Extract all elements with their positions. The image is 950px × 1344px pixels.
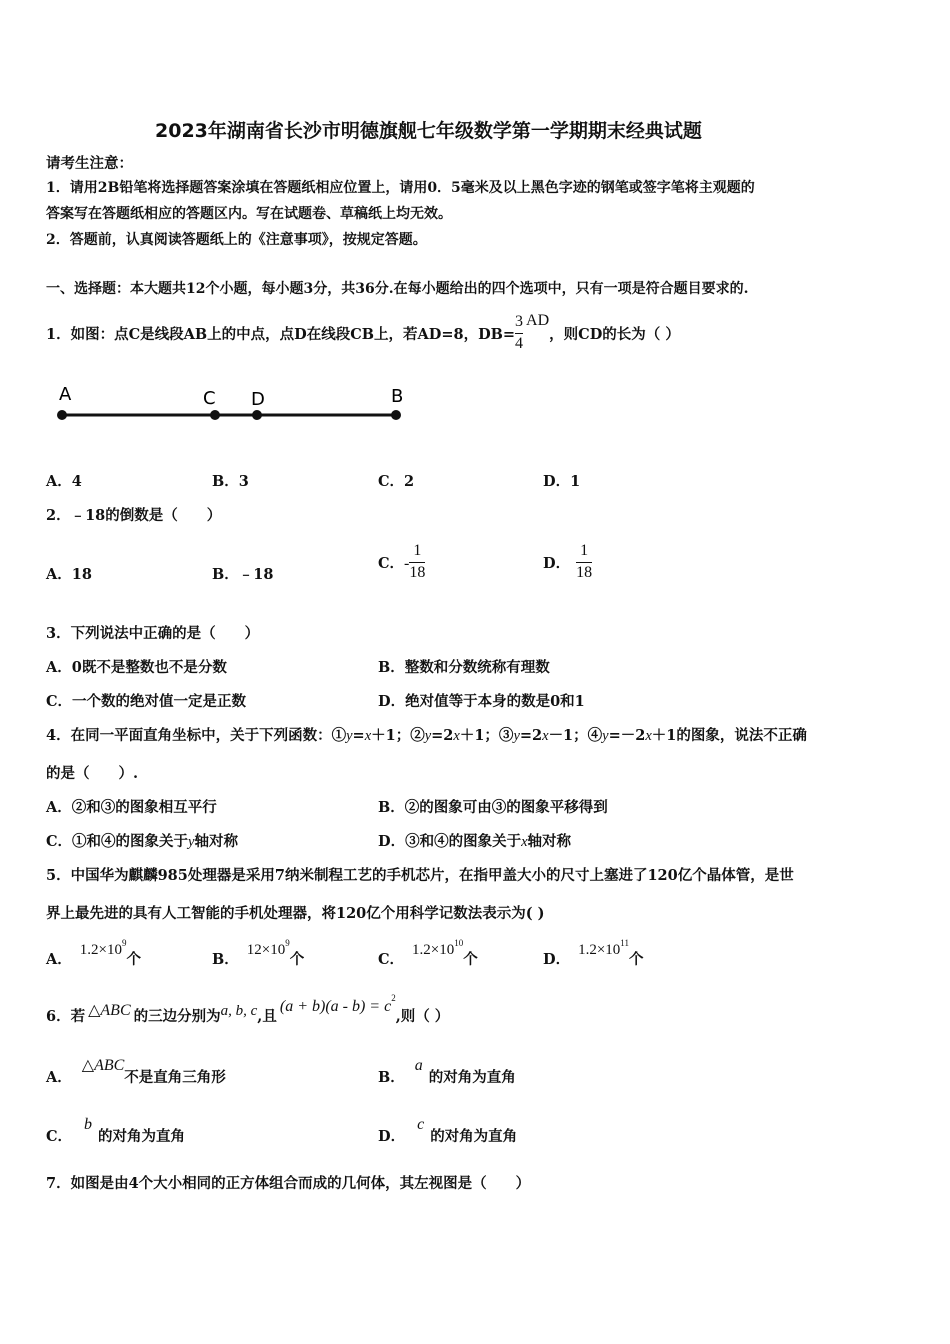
q5-option-d: D．$1.2\times 10^{11}$个 [543, 938, 644, 968]
label-b: B [391, 386, 404, 407]
page-title: 2023年湖南省长沙市明德旗舰七年级数学第一学期期末经典试题 [155, 120, 702, 142]
fraction-one-eighteenth: $\frac{1}{18}$ [409, 541, 426, 581]
q3-option-c: C．一个数的绝对值一定是正数 [46, 693, 247, 710]
q3-option-a: A．0既不是整数也不是分数 [46, 659, 227, 676]
q4-option-c: C．①和④的图象关于y轴对称 [46, 833, 238, 850]
q6-option-b: B．a的对角为直角 [378, 1057, 516, 1086]
question-6-stem: 6．若 △ABC 的三边分别为a, b, c,且$(a + b)(a - b) = c^2$,则（ ） [46, 993, 450, 1025]
q4-option-a: A．②和③的图象相互平行 [46, 799, 217, 816]
point-a [57, 410, 67, 420]
notice-line-2: 2．答题前，认真阅读答题纸上的《注意事项》，按规定答题。 [46, 232, 427, 248]
label-d: D [251, 389, 265, 410]
q4-option-b: B．②的图象可由③的图象平移得到 [378, 799, 608, 816]
q1-option-b: B．3 [212, 473, 249, 490]
question-5-stem-cont: 界上最先进的具有人工智能的手机处理器，将120亿个用科学记数法表示为( ) [46, 905, 545, 922]
line-segment-figure [46, 378, 426, 428]
question-7-stem: 7．如图是由4个大小相同的正方体组合而成的几何体，其左视图是（ ） [46, 1175, 531, 1192]
q5-option-a: A．$1.2\times 10^9$个 [46, 938, 141, 968]
question-2-stem: 2．﹣18的倒数是（ ） [46, 507, 222, 524]
q6-option-c: C．b的对角为直角 [46, 1116, 186, 1145]
section-heading: 一、选择题：本大题共12个小题，每小题3分，共36分.在每小题给出的四个选项中，只有一项是符合题目要求的. [46, 281, 749, 297]
question-1-stem: 1．如图：点C是线段AB上的中点，点D在线段CB上，若AD=8，DB= $\frac{3}{4}$ AD ，则CD的长为（ ） [46, 312, 680, 352]
q2-option-a: A．18 [46, 566, 92, 583]
notice-line-1a: 1．请用2B铅笔将选择题答案涂填在答题纸相应位置上，请用0．5毫米及以上黑色字迹的钢笔或签字笔将主观题的 [46, 180, 755, 196]
q5-option-c: C．$1.2\times 10^{10}$个 [378, 938, 478, 968]
q2-option-d: D． $\frac{1}{18}$ [543, 541, 593, 581]
q6-option-d: D．c的对角为直角 [378, 1116, 518, 1145]
fraction-one-eighteenth: $\frac{1}{18}$ [576, 541, 593, 581]
question-3-stem: 3．下列说法中正确的是（ ） [46, 625, 260, 642]
q3-option-b: B．整数和分数统称有理数 [378, 659, 550, 676]
fraction-three-quarters: $\frac{3}{4}$ [515, 312, 524, 352]
question-4-stem: 4．在同一平面直角坐标中，关于下列函数：①y=x＋1；②y=2x＋1；③y=2x－1；④y=－2x＋1的图象，说法不正确 [46, 727, 807, 744]
notice-heading: 请考生注意： [46, 155, 133, 172]
q2-option-c: C． - $\frac{1}{18}$ [378, 541, 426, 581]
notice-line-1b: 答案写在答题纸相应的答题区内。写在试题卷、草稿纸上均无效。 [46, 206, 452, 222]
q2-option-b: B．﹣18 [212, 566, 274, 583]
q4-option-d: D．③和④的图象关于x轴对称 [378, 833, 572, 850]
question-4-stem-cont: 的是（ ）. [46, 765, 139, 782]
point-b [391, 410, 401, 420]
q6-option-a: A．△ABC不是直角三角形 [46, 1057, 226, 1086]
q1-option-a: A．4 [46, 473, 82, 490]
label-c: C [203, 388, 216, 409]
question-5-stem: 5．中国华为麒麟985处理器是采用7纳米制程工艺的手机芯片，在指甲盖大小的尺寸上塞进了120亿个晶体管，是世 [46, 867, 794, 884]
point-d [252, 410, 262, 420]
q1-option-c: C．2 [378, 473, 415, 490]
q3-option-d: D．绝对值等于本身的数是0和1 [378, 693, 585, 710]
q1-option-d: D．1 [543, 473, 581, 490]
q5-option-b: B．$12\times 10^9$个 [212, 938, 305, 968]
point-c [210, 410, 220, 420]
label-a: A [59, 384, 72, 405]
